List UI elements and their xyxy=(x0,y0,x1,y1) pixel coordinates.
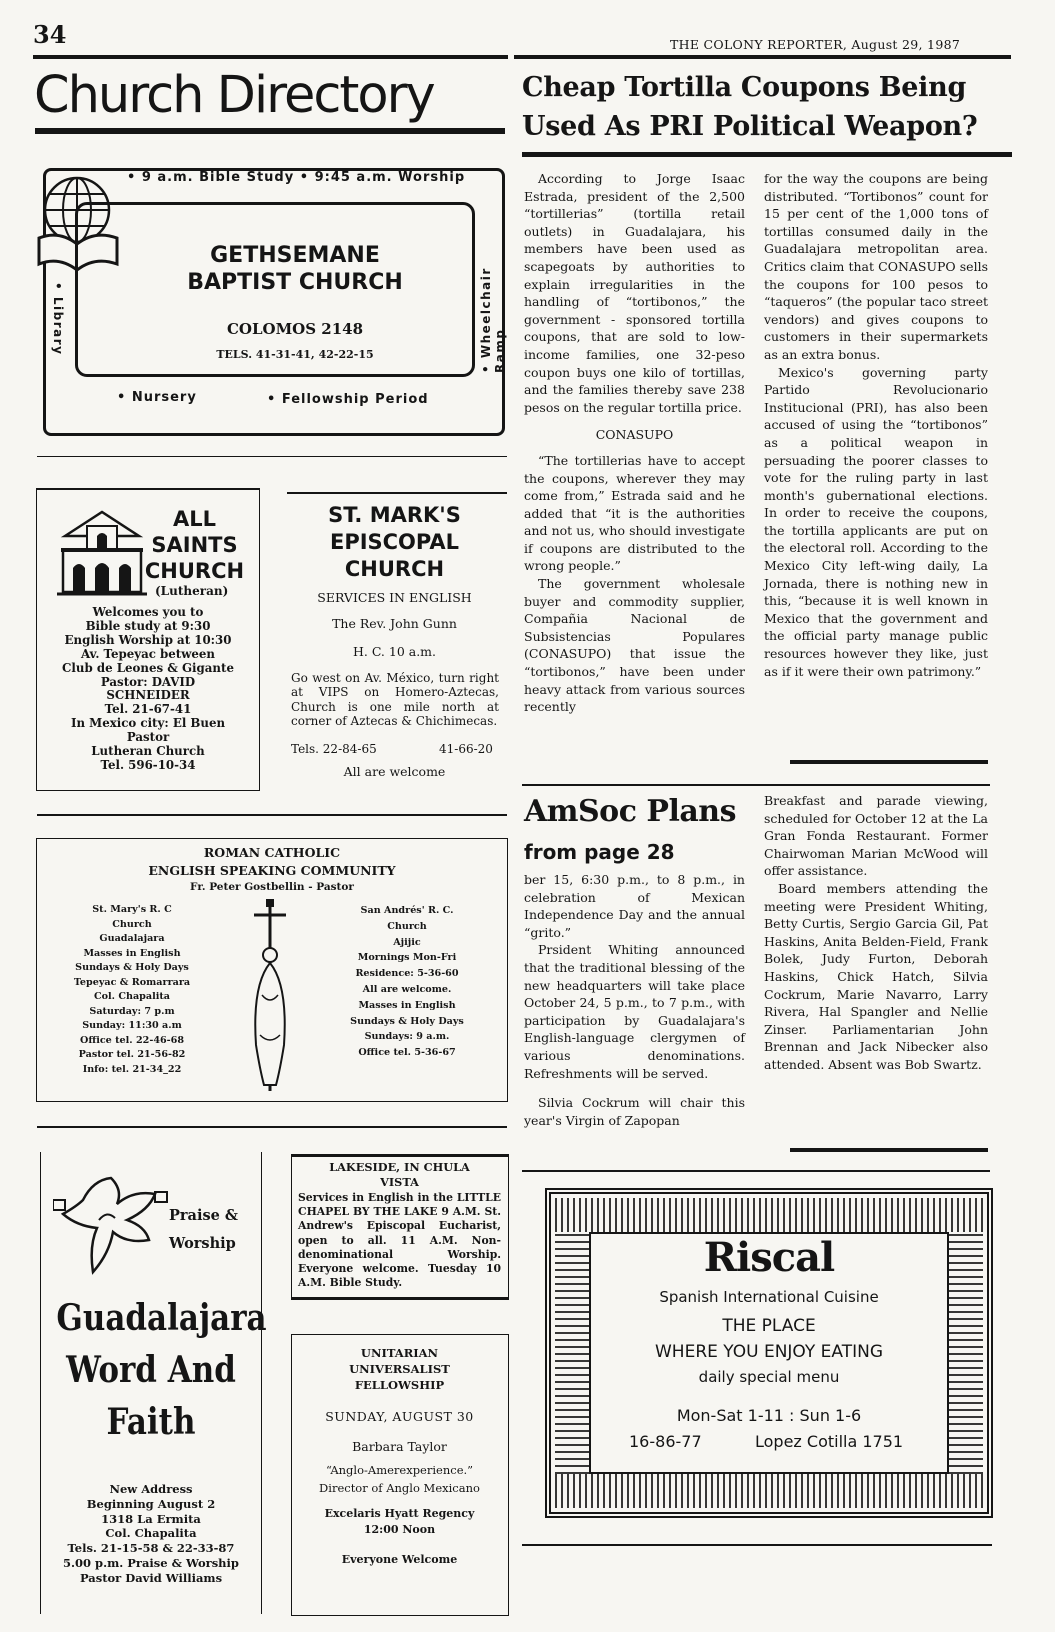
amsoc-jump: from page 28 xyxy=(524,840,675,864)
unitarian-ad xyxy=(291,1334,509,1616)
chula-vista-text: Services in English in the LITTLE CHAPEL BY THE LAKE 9 A.M. St. Andrew's Episcopal Eucharist, open to all. 11 A.M. Non-denominational Worship. Everyone welcome. Tuesday 10 A.M. Bible Study. xyxy=(298,1191,501,1290)
riscal-address: Lopez Cotilla 1751 xyxy=(755,1432,904,1451)
st-marks-directions: Go west on Av. México, turn right at VIPS on Homero-Aztecas, Church is one mile north at corner of Aztecas & Chichimecas. xyxy=(291,671,499,728)
unitarian-role: Director of Anglo Mexicano xyxy=(319,1481,480,1495)
paper-dateline: THE COLONY REPORTER, August 29, 1987 xyxy=(670,37,961,52)
ad-divider xyxy=(522,1170,990,1172)
divider-2 xyxy=(37,814,507,816)
all-saints-name: ALL SAINTS CHURCH xyxy=(144,507,245,583)
all-saints-ad xyxy=(36,488,260,791)
waf-praise: Praise & Worship xyxy=(169,1207,238,1252)
riscal-name: Riscal xyxy=(703,1234,835,1281)
gethsemane-fellowship: • Fellowship Period xyxy=(267,392,429,407)
st-marks-ad xyxy=(287,492,507,794)
roman-catholic-ad xyxy=(36,838,508,1102)
conasupo-subhead: CONASUPO xyxy=(595,427,674,443)
amsoc-col1: ber 15, 6:30 p.m., to 8 p.m., in celebration of Mexican Independence Day and the annual “grito.” Prsident Whiting announced that the traditional blessing of the new headquarters will take place October 24, 5 p.m., to 7 p.m., with participation by Guadalajara's English-language clergymen of various denominations. Refreshments will be served. Silvia Cockrum will chair this year's Virgin of Zapopan xyxy=(524,872,745,1128)
waf-name: Guadalajara Word And Faith xyxy=(56,1297,267,1443)
rc-san-andres: San Andrés' R. C. Church Ajijic Mornings Mon-Fri Residence: 5-36-60 All are welcome. Masses in English Sundays & Holy Days Sundays: 9 a.m. Office tel. 5-36-67 xyxy=(350,905,464,1059)
st-marks-name: ST. MARK'S EPISCOPAL CHURCH xyxy=(328,503,461,581)
gethsemane-wheelchair: • Wheelchair Ramp xyxy=(479,267,507,373)
st-marks-rector: The Rev. John Gunn xyxy=(332,616,457,631)
riscal-ornament-right xyxy=(949,1232,983,1474)
amsoc-end-rule xyxy=(790,1148,988,1152)
tortilla-col2: for the way the coupons are being distributed. “Tortibonos” count for 15 per cent of the 1,000 tons of tortillas consumed daily in the Guadalajara metropolitan area. Critics claim that CONASUPO sells the coupons for 100 pesos to “taqueros” (the popular taco street vendors) and gives coupons to customers in their supermarkets as an extra bonus. Mexico's governing party Partido Revolucionario Institucional (PRI), has also been accused of using the “tortibonos” as a political weapon in persuading the poorer classes to vote for the ruling party in last month's gubernational elections. In order to receive the coupons, the tortilla applicants are put on the electoral roll. According to the Mexico City left-wing daily, La Jornada, there is nothing new in this, “because it is well known in Mexico that the government and the official party manage public resources however they like, just as if it were their own patrimony.” xyxy=(764,171,988,679)
gethsemane-library: • Library xyxy=(51,282,65,356)
riscal-line2: WHERE YOU ENJOY EATING xyxy=(654,1342,884,1362)
tortilla-end-rule xyxy=(790,760,988,764)
riscal-phone: 16-86-77 xyxy=(629,1432,702,1451)
gethsemane-phones: TELS. 41-31-41, 42-22-15 xyxy=(216,348,374,361)
tortilla-headline-rule xyxy=(522,152,1012,157)
unitarian-welcome: Everyone Welcome xyxy=(341,1553,458,1566)
st-marks-tel-left: Tels. 22-84-65 xyxy=(291,742,377,756)
st-marks-time: H. C. 10 a.m. xyxy=(352,644,437,659)
cross-figure-icon xyxy=(242,895,298,1095)
rc-pastor: Fr. Peter Gostbellin - Pastor xyxy=(190,881,354,893)
unitarian-topic: “Anglo-Amerexperience.” xyxy=(325,1463,474,1477)
gethsemane-address: COLOMOS 2148 xyxy=(226,320,364,338)
dove-icon xyxy=(53,1170,173,1280)
riscal-ornament-left xyxy=(555,1232,589,1474)
unitarian-venue: Excelaris Hyatt Regency xyxy=(324,1507,475,1520)
st-marks-services: SERVICES IN ENGLISH xyxy=(317,590,472,605)
riscal-hours: Mon-Sat 1-11 : Sun 1-6 xyxy=(676,1406,862,1425)
word-and-faith-ad xyxy=(40,1152,267,1614)
divider-3 xyxy=(37,1126,507,1128)
gethsemane-ad xyxy=(35,160,510,440)
all-saints-info: Welcomes you to Bible study at 9:30 English Worship at 10:30 Av. Tepeyac between Club de Leones & Gigante Pastor: DAVID SCHNEIDER Tel. 21-67-41 In Mexico city: El Buen Pastor Lutheran Church Tel. 596-10-34 xyxy=(62,605,234,772)
riscal-line3: daily special menu xyxy=(698,1368,840,1386)
tortilla-headline: Cheap Tortilla Coupons Being Used As PRI Political Weapon? xyxy=(522,72,978,142)
gethsemane-name: GETHSEMANE BAPTIST CHURCH xyxy=(187,243,403,295)
rc-st-marys: St. Mary's R. C Church Guadalajara Masses in English Sundays & Holy Days Tepeyac & Romarrara Col. Chapalita Saturday: 7 p.m Sunday: 11:30 a.m Office tel. 22-46-68 Pastor tel. 21-56-82 Info: tel. 21-34_22 xyxy=(73,904,191,1075)
unitarian-date: SUNDAY, AUGUST 30 xyxy=(325,1409,474,1424)
gethsemane-nursery: • Nursery xyxy=(117,390,197,405)
directory-title-rule xyxy=(35,128,505,134)
riscal-ad xyxy=(545,1188,993,1518)
all-saints-denomination: (Lutheran) xyxy=(155,584,229,598)
unitarian-title: UNITARIAN UNIVERSALIST FELLOWSHIP xyxy=(349,1346,450,1392)
chula-vista-ad xyxy=(291,1154,509,1300)
article-divider xyxy=(522,784,990,786)
st-marks-tel-right: 41-66-20 xyxy=(439,742,493,756)
riscal-ornament-bottom xyxy=(555,1474,983,1508)
divider-1 xyxy=(37,456,507,457)
tortilla-col1: According to Jorge Isaac Estrada, president of the 2,500 “tortillerias” (tortilla retail outlets) in Guadalajara, his members have been used as scapegoats by authorities to explain irregularities in the handling of “tortibonos,” the government - sponsored tortilla coupons, that are sold to low-income families, one 32-peso coupon buys one kilo of tortillas, and the families thereby save 238 pesos on the regular tortilla price. CONASUPO “The tortillerias have to accept the coupons, wherever they may come from,” Estrada said and he added that “it is the authorities and not us, who should investigate if coupons are distributed to the wrong people.” The government wholesale buyer and commodity supplier, Compañia Nacional de Subsistencias Populares (CONASUPO) that issue the “tortibonos,” have been under heavy attack from various sources recently xyxy=(524,171,745,715)
chula-vista-title: LAKESIDE, IN CHULA VISTA xyxy=(329,1160,470,1189)
unitarian-speaker: Barbara Taylor xyxy=(352,1439,447,1454)
directory-title: Church Directory xyxy=(34,66,434,125)
waf-info: New Address Beginning August 2 1318 La Ermita Col. Chapalita Tels. 21-15-58 & 22-33-87 5.00 p.m. Praise & Worship Pastor David Williams xyxy=(63,1482,239,1585)
riscal-line1: THE PLACE xyxy=(722,1316,816,1336)
rc-title: ROMAN CATHOLIC ENGLISH SPEAKING COMMUNITY xyxy=(148,845,396,878)
header-rule-gap xyxy=(508,55,514,59)
riscal-cuisine: Spanish International Cuisine xyxy=(659,1288,879,1306)
gethsemane-top-line: • 9 a.m. Bible Study • 9:45 a.m. Worship xyxy=(127,170,466,185)
bottom-rule xyxy=(522,1544,992,1546)
amsoc-col2: Breakfast and parade viewing, scheduled for October 12 at the La Gran Fonda Restaurant. Former Chairwoman Marian McWood will offer assistance. Board members attending the meeting were President Whiting, Betty Curtis, Sergio Garcia Gil, Pat Haskins, Anita Belden-Field, Frank Bolek, Judy Furton, Deborah Haskins, Chick Hatch, Silvia Cockrum, Marie Navarro, Larry Rivera, Hal Spangler and Nellie Zinser. Parliamentarian John Brennan and Jack Nibecker also attended. Absent was Bob Swartz. xyxy=(764,793,988,1072)
riscal-ornament-top xyxy=(555,1198,983,1232)
amsoc-headline: AmSoc Plans xyxy=(524,794,736,829)
page-number: 34 xyxy=(33,20,67,49)
church-building-icon xyxy=(57,504,147,599)
st-marks-welcome: All are welcome xyxy=(343,764,446,779)
header-rule xyxy=(33,55,1011,59)
unitarian-time: 12:00 Noon xyxy=(363,1523,436,1536)
